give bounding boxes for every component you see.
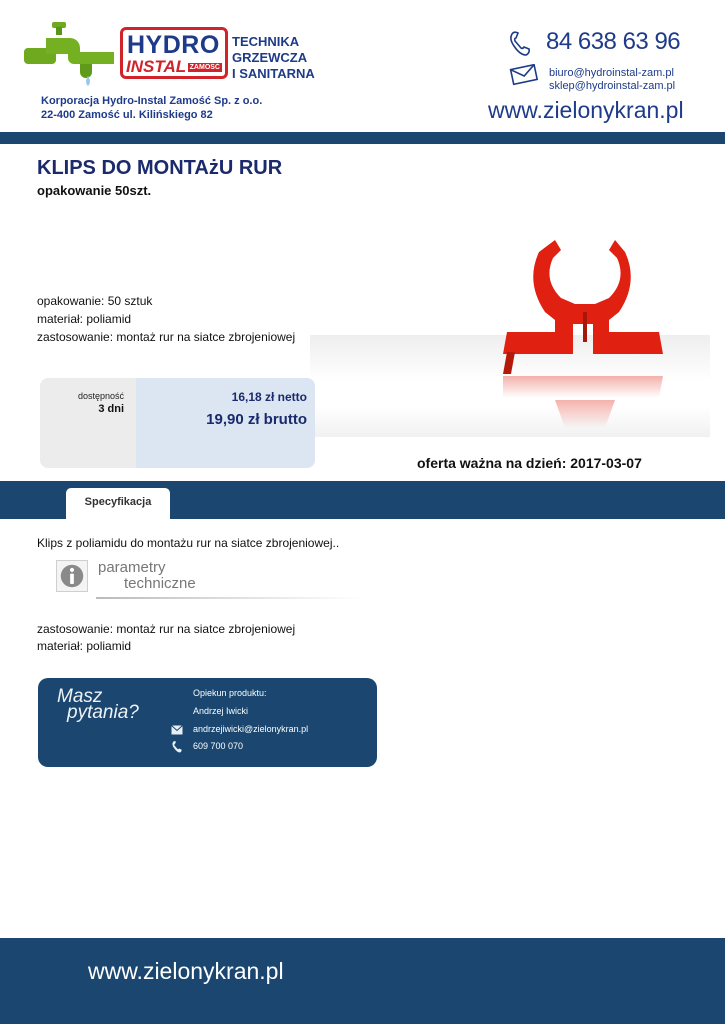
tagline-line-3: I SANITARNA [232, 66, 315, 81]
header-band [0, 132, 725, 144]
logo-hydro-text: HYDRO [127, 31, 220, 59]
spec-usage: zastosowanie: montaż rur na siatce zbrojeniowej [37, 330, 296, 344]
info-icon [56, 560, 88, 592]
questions-heading-line-1: Masz [57, 686, 103, 707]
header-email-sklep[interactable]: sklep@hydroinstal-zam.pl [549, 80, 676, 92]
product-description: Klips z poliamidu do montażu rur na siatce zbrojeniowej.. [37, 536, 340, 550]
product-subtitle: opakowanie 50szt. [37, 183, 152, 198]
header-email-biuro[interactable]: biuro@hydroinstal-zam.pl [549, 67, 674, 79]
tab-specification-label: Specyfikacja [84, 496, 152, 508]
tab-specification[interactable] [66, 488, 170, 519]
footer [0, 938, 725, 1024]
spec-packaging: opakowanie: 50 sztuk [37, 294, 153, 308]
availability-value: 3 dni [98, 403, 124, 415]
availability-label: dostępność [77, 391, 124, 401]
offer-valid-date: oferta ważna na dzień: 2017-03-07 [417, 455, 642, 471]
spec-material: materiał: poliamid [37, 312, 132, 326]
price-brutto: 19,90 zł brutto [206, 411, 307, 428]
parameters-divider [96, 597, 362, 599]
parameters-title-line-2: techniczne [124, 575, 196, 592]
footer-website-link[interactable]: www.zielonykran.pl [88, 958, 284, 984]
mail-icon [171, 725, 183, 735]
questions-heading-line-2: pytania? [67, 702, 139, 723]
mail-icon [509, 64, 539, 86]
faucet-icon [22, 20, 114, 90]
logo-zamosc-text: ZAMOŚĆ [189, 64, 220, 71]
logo-instal-text: INSTAL [126, 57, 187, 76]
product-title: KLIPS DO MONTAżU RUR [37, 157, 283, 179]
phone-icon [171, 740, 183, 753]
product-manager-email[interactable]: andrzejiwicki@zielonykran.pl [193, 724, 309, 734]
company-address: 22-400 Zamość ul. Kilińskiego 82 [41, 109, 213, 121]
parameters-title-line-1: parametry [98, 559, 166, 576]
price-box [136, 378, 315, 468]
product-manager-label: Opiekun produktu: [193, 688, 267, 698]
tagline-line-2: GRZEWCZA [232, 50, 308, 65]
availability-box [40, 378, 136, 468]
phone-icon [508, 30, 532, 56]
contact-box [38, 678, 377, 767]
company-name: Korporacja Hydro-Instal Zamość Sp. z o.o. [41, 95, 263, 107]
logo [120, 27, 228, 79]
price-netto: 16,18 zł netto [231, 390, 307, 404]
param-usage: zastosowanie: montaż rur na siatce zbrojeniowej [37, 622, 296, 636]
logo-instal-bar [126, 57, 222, 76]
technical-parameters-header [52, 556, 362, 600]
header-website-link[interactable]: www.zielonykran.pl [488, 97, 684, 123]
product-manager-name: Andrzej Iwicki [193, 706, 249, 716]
param-material: materiał: poliamid [37, 639, 132, 653]
product-image [495, 240, 675, 440]
tagline-line-1: TECHNIKA [232, 34, 300, 49]
product-manager-phone[interactable]: 609 700 070 [193, 741, 244, 751]
header-phone[interactable]: 84 638 63 96 [546, 28, 681, 55]
